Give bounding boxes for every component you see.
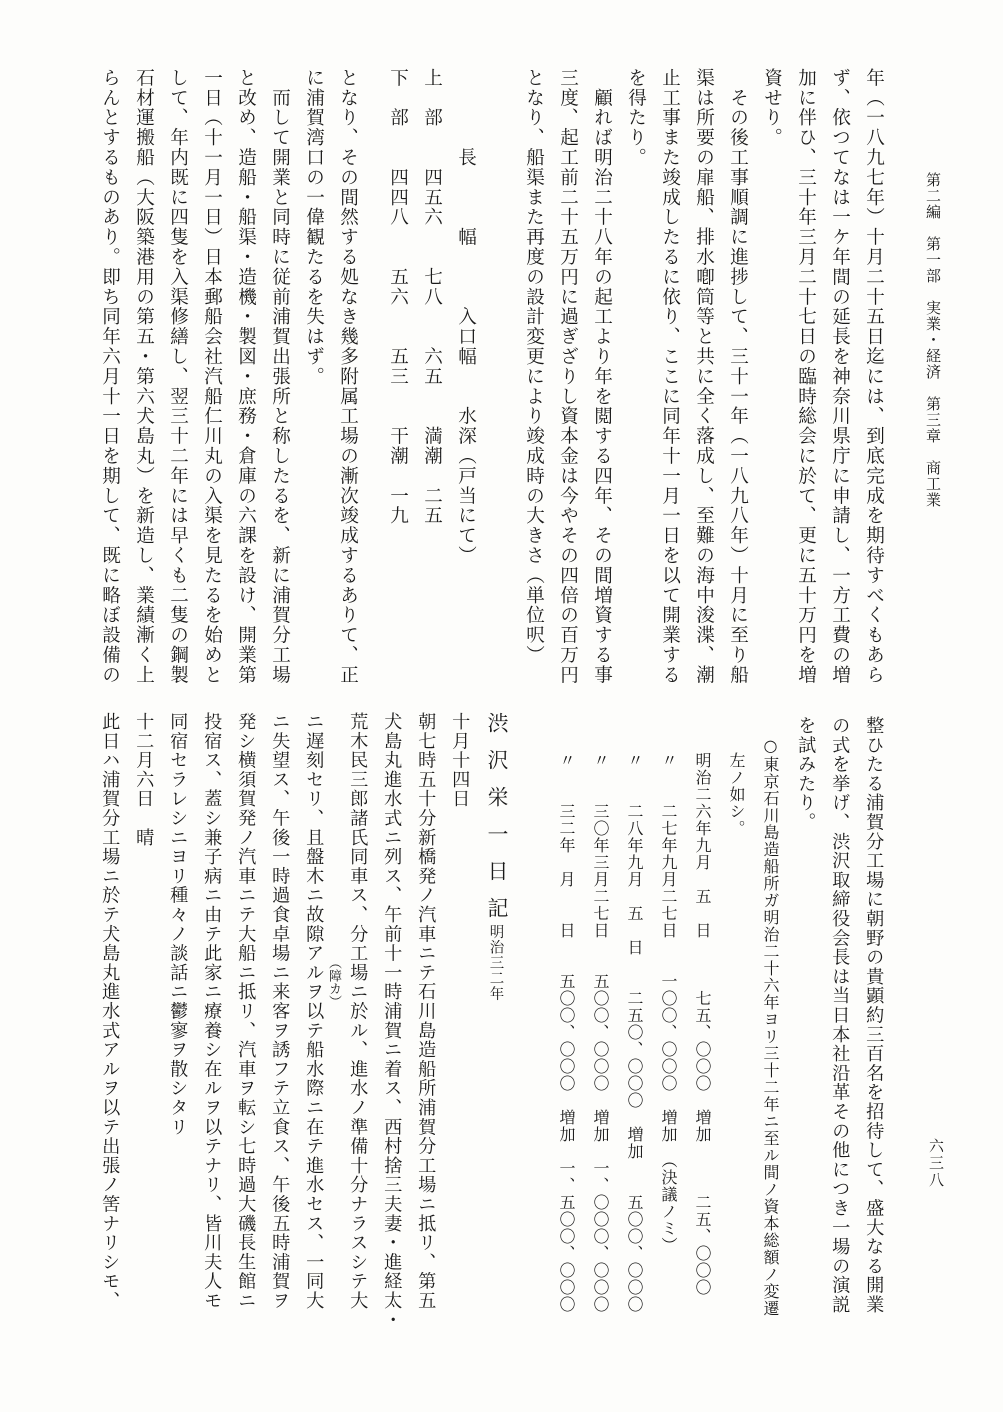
text-line: となり、その間然する処なき幾多附属工場の漸次竣成するありて、正 <box>337 68 359 685</box>
text-line: 石材運搬船（大阪築港用の第五・第六犬島丸）を新造し、業績漸く上 <box>133 68 155 685</box>
text-line: の式を挙げ、渋沢取締役会長は当日本社沿革その他につき一場の演説 <box>829 716 851 1315</box>
capital-table-intro: 左ノ如シ。 <box>727 752 746 837</box>
running-header: 第二編 第一部 実業・経済 第三章 商工業 <box>924 172 942 508</box>
text-line: して、年内既に四隻を入渠修繕し、翌三十二年には早くも二隻の鋼製 <box>167 68 189 685</box>
text-line: 渠は所要の扉船、排水喞筒等と共に全く落成し、至難の海中浚渫、潮 <box>693 68 715 685</box>
diary-line: ニ失望ス、午後一時過食卓場ニ来客ヲ誘フテ立食ス、午後五時浦賀ヲ <box>269 712 291 1311</box>
diary-line: 十二月六日 晴 <box>133 712 155 848</box>
text-line: 一日（十一月一日）日本郵船会社汽船仁川丸の入渠を見たるを始めと <box>201 68 223 685</box>
diary-line: 投宿ス、蓋シ兼子病ニ由テ此家ニ療養シ在ルヲ以テナリ、皆川夫人モ <box>201 712 223 1311</box>
diary-ruby: （障カ） <box>326 956 341 1008</box>
text-line: 而して開業と同時に従前浦賀出張所と称したるを、新に浦賀分工場 <box>269 68 291 685</box>
dimension-table-header: 長 幅 入口幅 水深（戸当にて） <box>455 68 477 566</box>
diary-title: 渋沢栄一日記 <box>485 712 509 934</box>
text-line: に浦賀湾口の一偉観たるを失はず。 <box>303 68 325 387</box>
diary-line: 犬島丸進水式ニ列ス、午前十一時浦賀ニ着ス、西村捨三夫妻・進経太・ <box>381 712 403 1330</box>
diary-line: ニ遅刻セリ、且盤木ニ故隙アルヲ以テ船水際ニ在テ進水セス、一同大 <box>303 712 325 1311</box>
text-line: ず、依つてなは一ケ年間の延長を神奈川県庁に申請し、一方工費の増 <box>829 68 851 685</box>
text-line: となり、船渠また再度の設計変更により竣成時の大きさ（単位呎） <box>523 68 545 665</box>
dimension-table-row: 上 部 四五六 七八 六五 満潮 二五 <box>421 68 443 526</box>
text-line: その後工事順調に進捗して、三十一年（一八九八年）十月に至り船 <box>727 68 749 685</box>
text-line: を得たり。 <box>625 68 647 168</box>
text-line: 加に伴ひ、三十年三月二十七日の臨時総会に於て、更に五十万円を増 <box>795 68 817 685</box>
diary-line: 荒木民三郎諸氏同車ス、分工場ニ於ル、進水ノ準備十分ナラスシテ大 <box>347 712 369 1311</box>
text-line: と改め、造船・船渠・造機・製図・庶務・倉庫の六課を設け、開業第 <box>235 68 257 685</box>
page-number: 六三八 <box>927 1138 945 1189</box>
diary-line: 十月十四日 <box>449 712 471 809</box>
text-line: 三度、起工前二十五万円に過ぎざりし資本金は今やその四倍の百万円 <box>557 68 579 685</box>
diary-era: 明治三二年 <box>487 924 504 1002</box>
capital-table-heading: ○東京石川島造船所ガ明治二十六年ヨリ三十二年ニ至ル間ノ資本総額ノ変遷 <box>761 736 780 1317</box>
capital-table-row: 〃 二七年九月二七日 一〇〇、〇〇〇 増加 （決議ノミ） <box>659 752 678 1254</box>
diary-line: 朝七時五十分新橋発ノ汽車ニテ石川島造船所浦賀分工場ニ抵リ、第五 <box>415 712 437 1311</box>
capital-table-row: 明治二六年九月 五 日 七五、〇〇〇 増加 二五、〇〇〇 <box>693 752 712 1296</box>
text-line: を試みたり。 <box>795 716 817 832</box>
diary-line: 此日ハ浦賀分工場ニ於テ犬島丸進水式アルヲ以テ出張ノ筈ナリシモ、 <box>99 712 121 1311</box>
diary-line: 発シ横須賀発ノ汽車ニテ大船ニ抵リ、汽車ヲ転シ七時過大磯長生館ニ <box>235 712 257 1311</box>
diary-line: 同宿セラレシニヨリ種々ノ談話ニ鬱寥ヲ散シタリ <box>167 712 189 1137</box>
dimension-table-row: 下 部 四四八 五六 五三 干潮 一九 <box>387 68 409 526</box>
text-line: らんとするものあり。即ち同年六月十一日を期して、既に略ぼ設備の <box>99 68 121 685</box>
text-line: 年（一八九七年）十月二十五日迄には、到底完成を期待すべくもあら <box>863 68 885 685</box>
text-line: 顧れば明治二十八年の起工より年を閲する四年、その間増資する事 <box>591 68 613 685</box>
text-line: 整ひたる浦賀分工場に朝野の貴顕約三百名を招待して、盛大なる開業 <box>863 716 885 1315</box>
capital-table-row: 〃 二八年九月 五 日 二五〇、〇〇〇 増加 五〇〇、〇〇〇 <box>625 752 644 1313</box>
text-line: 止工事また竣成したるに依り、ここに同年十一月一日を以て開業する <box>659 68 681 685</box>
capital-table-row: 〃 三二年 月 日 五〇〇、〇〇〇 増加 一、五〇〇、〇〇〇 <box>557 752 576 1313</box>
capital-table-row: 〃 三〇年三月二七日 五〇〇、〇〇〇 増加 一、〇〇〇、〇〇〇 <box>591 752 610 1313</box>
text-line: 資せり。 <box>761 68 783 148</box>
